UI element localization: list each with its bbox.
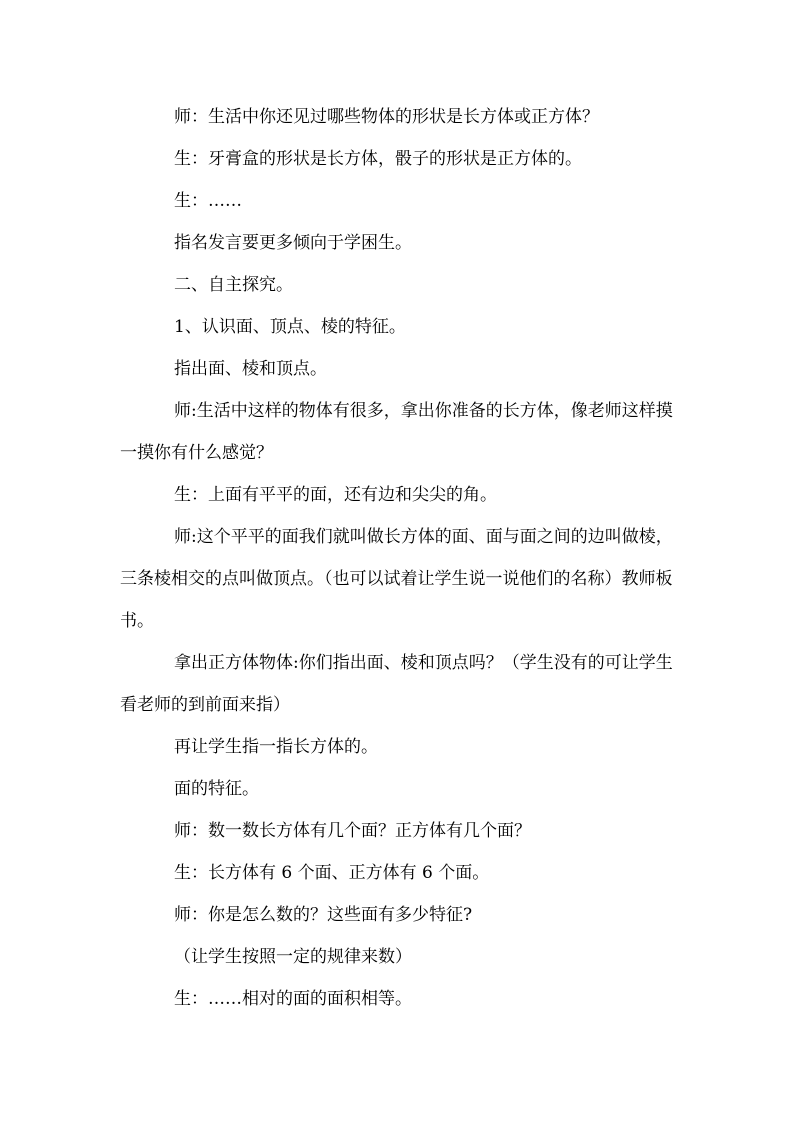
subsection-heading: 1、认识面、顶点、棱的特征。 (174, 317, 406, 337)
paragraph-11: 拿出正方体物体:你们指出面、棱和顶点吗？（学生没有的可让学生看老师的到前面来指） (120, 653, 673, 715)
paragraph-18: 生：……相对的面的面积相等。 (174, 989, 412, 1009)
paragraph-10: 师:这个平平的面我们就叫做长方体的面、面与面之间的边叫做棱，三条棱相交的点叫做顶点。（也可以试着让学生说一说他们的名称）教师板书。 (120, 527, 673, 631)
paragraph-3: 生：…… (174, 191, 242, 211)
paragraph-7: 指出面、棱和顶点。 (174, 359, 327, 379)
paragraph-14: 师：数一数长方体有几个面？正方体有几个面？ (174, 821, 531, 841)
section-heading: 二、自主探究。 (174, 275, 293, 295)
paragraph-13: 面的特征。 (174, 779, 259, 799)
paragraph-4: 指名发言要更多倾向于学困生。 (174, 233, 412, 253)
paragraph-17: （让学生按照一定的规律来数） (174, 947, 412, 967)
paragraph-1: 师：生活中你还见过哪些物体的形状是长方体或正方体？ (174, 107, 599, 127)
paragraph-15: 生：长方体有 6 个面、正方体有 6 个面。 (174, 863, 490, 883)
paragraph-2: 生：牙膏盒的形状是长方体，骰子的形状是正方体的。 (174, 149, 582, 169)
paragraph-9: 生：上面有平平的面，还有边和尖尖的角。 (174, 485, 497, 505)
paragraph-12: 再让学生指一指长方体的。 (174, 737, 378, 757)
paragraph-16: 师：你是怎么数的？这些面有多少特征? (174, 905, 473, 925)
paragraph-8: 师:生活中这样的物体有很多，拿出你准备的长方体，像老师这样摸一摸你有什么感觉？ (120, 401, 673, 463)
